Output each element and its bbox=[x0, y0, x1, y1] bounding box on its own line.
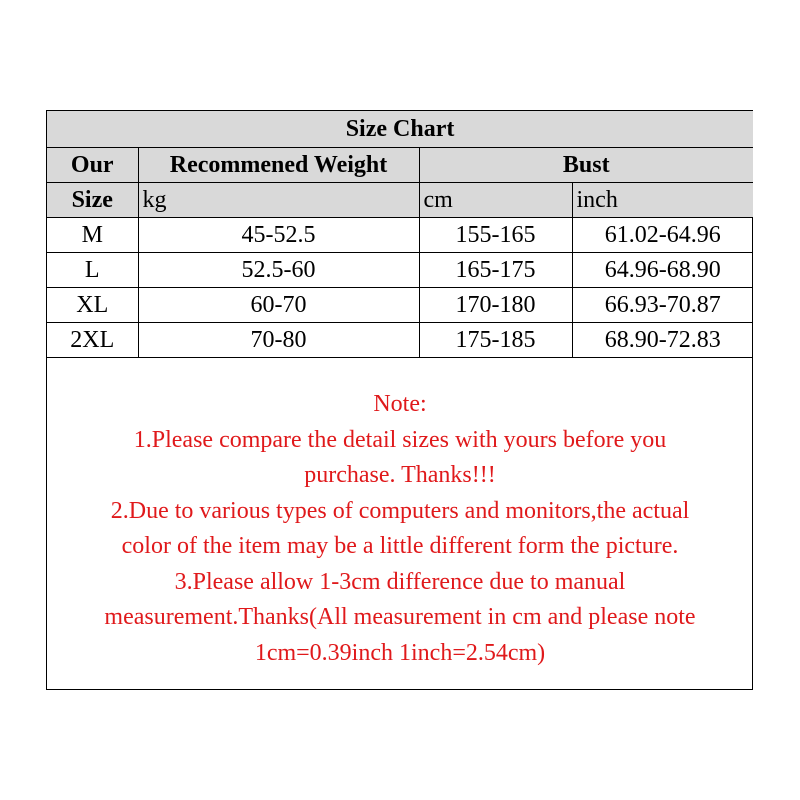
note-line: color of the item may be a little different form the picture. bbox=[121, 533, 679, 559]
header-row-2 bbox=[47, 182, 753, 217]
bust-header: Bust bbox=[419, 147, 753, 182]
note-line: 1.Please compare the detail sizes with yours before you bbox=[133, 426, 667, 453]
table-row bbox=[47, 322, 753, 357]
note-block bbox=[47, 387, 753, 671]
bust-inch-cell: 61.02-64.96 bbox=[572, 217, 753, 252]
weight-unit: kg bbox=[138, 182, 419, 217]
weight-cell: 45-52.5 bbox=[138, 217, 419, 252]
bust-cm-cell: 175-185 bbox=[419, 322, 572, 357]
weight-header: Recommened Weight bbox=[138, 147, 419, 182]
bust-unit-cm: cm bbox=[419, 182, 572, 217]
size-cell: L bbox=[47, 252, 138, 287]
header-row-1 bbox=[47, 147, 753, 182]
bust-inch-cell: 66.93-70.87 bbox=[572, 287, 753, 322]
note-line: 2.Due to various types of computers and monitors,the actual bbox=[110, 497, 690, 524]
size-cell: XL bbox=[47, 287, 138, 322]
size-chart-sheet bbox=[46, 110, 753, 690]
size-cell: 2XL bbox=[47, 322, 138, 357]
weight-cell: 60-70 bbox=[138, 287, 419, 322]
weight-cell: 70-80 bbox=[138, 322, 419, 357]
bust-inch-cell: 64.96-68.90 bbox=[572, 252, 753, 287]
note-heading: Note: bbox=[373, 391, 427, 417]
chart-title: Size Chart bbox=[47, 111, 753, 147]
note-line: measurement.Thanks(All measurement in cm and please note bbox=[104, 604, 696, 630]
bust-inch-cell: 68.90-72.83 bbox=[572, 322, 753, 357]
note-line: 3.Please allow 1-3cm difference due to manual bbox=[174, 568, 626, 595]
weight-cell: 52.5-60 bbox=[138, 252, 419, 287]
bust-cm-cell: 170-180 bbox=[419, 287, 572, 322]
size-chart-table bbox=[47, 111, 753, 358]
title-row bbox=[47, 111, 753, 147]
note-line: 1cm=0.39inch 1inch=2.54cm) bbox=[254, 639, 546, 666]
table-row bbox=[47, 217, 753, 252]
bust-cm-cell: 155-165 bbox=[419, 217, 572, 252]
note-line: purchase. Thanks!!! bbox=[304, 462, 496, 488]
table-row bbox=[47, 252, 753, 287]
our-size-header-top: Our bbox=[47, 147, 138, 182]
table-row bbox=[47, 287, 753, 322]
our-size-header-bottom: Size bbox=[47, 182, 138, 217]
size-cell: M bbox=[47, 217, 138, 252]
bust-cm-cell: 165-175 bbox=[419, 252, 572, 287]
bust-unit-inch: inch bbox=[572, 182, 753, 217]
